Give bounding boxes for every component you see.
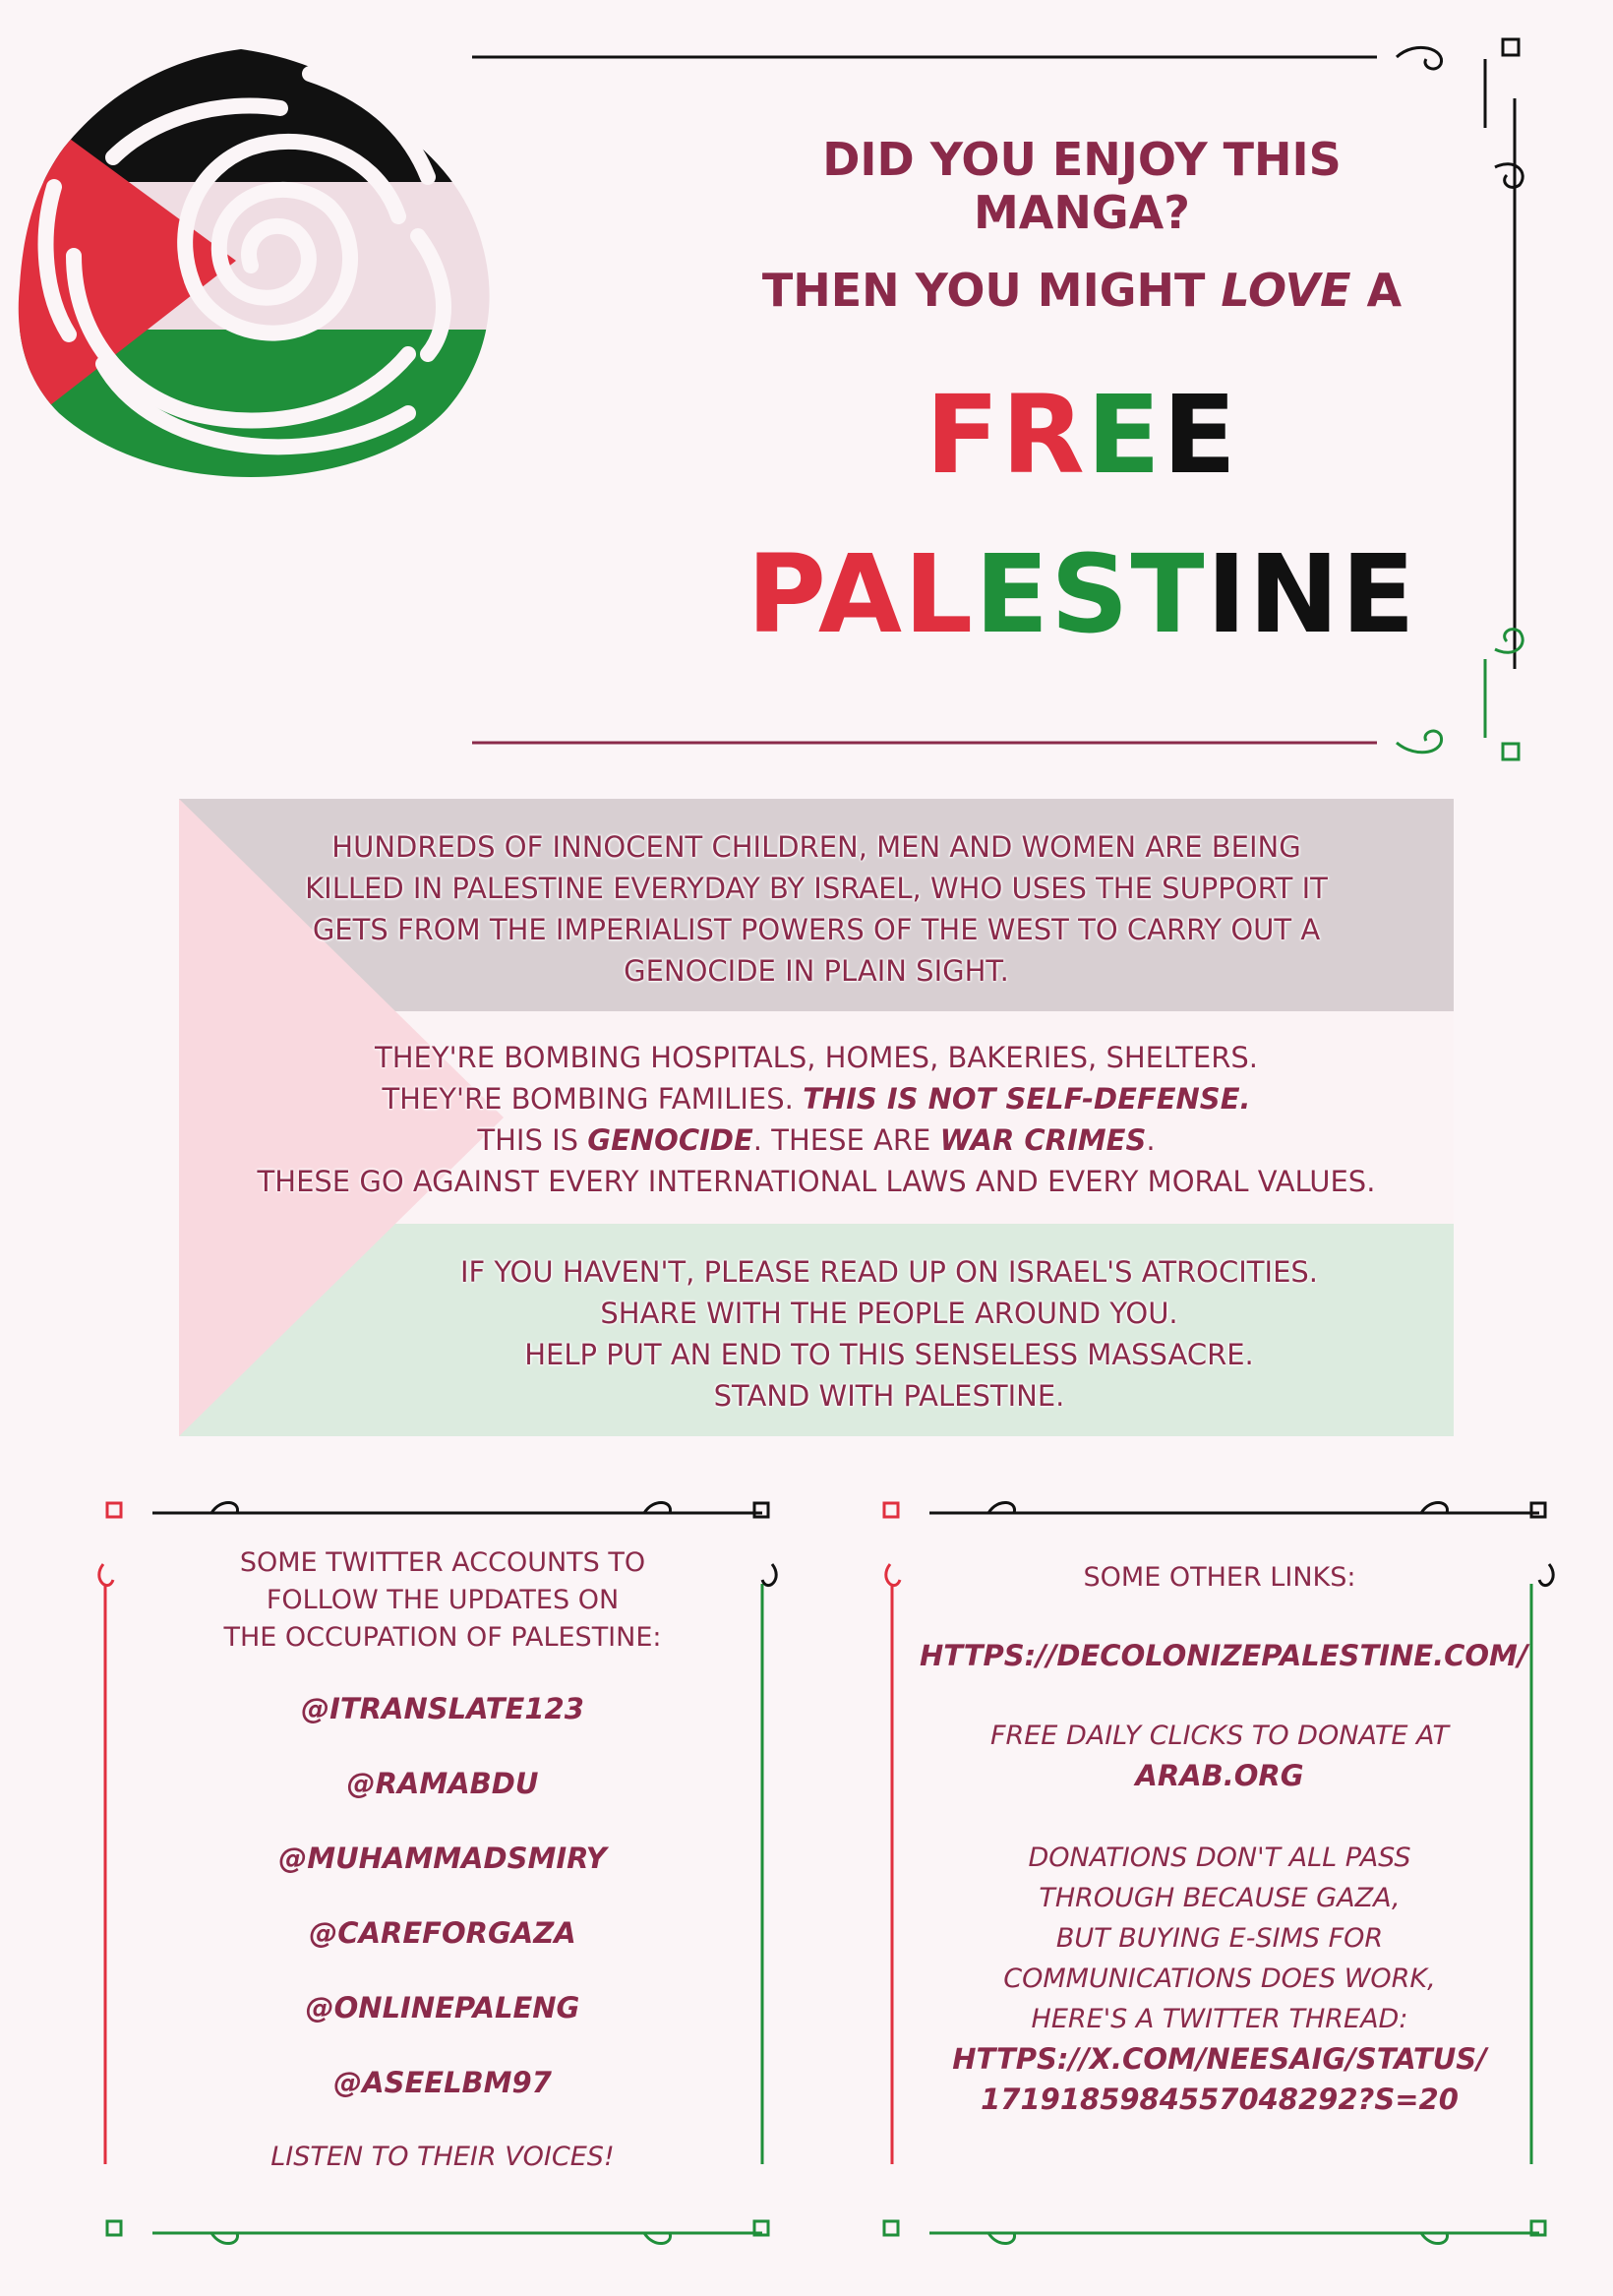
right-box-content bbox=[920, 1559, 1528, 2120]
header-love-pre: THEN YOU MIGHT bbox=[761, 264, 1222, 317]
header-love-line bbox=[708, 264, 1456, 317]
banner-paragraph-2 bbox=[179, 1037, 1454, 1202]
banner-p2-text: THEY'RE BOMBING FAMILIES. bbox=[382, 1082, 804, 1116]
banner-paragraph-3 bbox=[325, 1251, 1454, 1417]
palestine-part-1: PAL bbox=[747, 531, 976, 657]
banner-p1-line: HUNDREDS OF INNOCENT CHILDREN, MEN AND WOMEN ARE BEING bbox=[331, 830, 1301, 864]
decolonize-link[interactable]: HTTPS://DECOLONIZEPALESTINE.COM/ bbox=[920, 1639, 1528, 1672]
twitter-account-link[interactable]: @ASEELBM97 bbox=[333, 2066, 552, 2099]
left-box-content bbox=[148, 1544, 738, 2177]
donations-text bbox=[920, 1838, 1520, 2039]
twitter-account-link[interactable]: @CAREFORGAZA bbox=[309, 1916, 576, 1950]
arab-org-link[interactable]: ARAB.ORG bbox=[1135, 1759, 1304, 1792]
twitter-account-link[interactable]: @RAMABDU bbox=[346, 1767, 539, 1800]
banner-p3-line: HELP PUT AN END TO THIS SENSELESS MASSACRE. bbox=[524, 1338, 1254, 1371]
header-question: DID YOU ENJOY THIS MANGA? bbox=[822, 133, 1342, 239]
banner-p2-text: THIS IS bbox=[477, 1123, 588, 1157]
twitter-account-link[interactable]: @MUHAMMADSMIRY bbox=[278, 1842, 607, 1875]
banner-p2-line: THEY'RE BOMBING HOSPITALS, HOMES, BAKERIES, SHELTERS. bbox=[375, 1041, 1258, 1074]
free-part-2: E bbox=[1086, 372, 1163, 498]
palestine-title bbox=[708, 531, 1456, 657]
free-title bbox=[708, 372, 1456, 498]
clicks-line: FREE DAILY CLICKS TO DONATE AT bbox=[989, 1721, 1450, 1751]
left-intro-line: FOLLOW THE UPDATES ON bbox=[266, 1585, 620, 1615]
banner-p2-line bbox=[179, 1078, 1454, 1119]
banner-p1-line: GENOCIDE IN PLAIN SIGHT. bbox=[624, 954, 1009, 988]
left-intro-line: THE OCCUPATION OF PALESTINE: bbox=[223, 1622, 662, 1653]
banner-paragraph-1 bbox=[179, 826, 1454, 992]
right-box-title: SOME OTHER LINKS: bbox=[1083, 1562, 1356, 1593]
header-love-word: LOVE bbox=[1221, 264, 1351, 317]
free-part-3: E bbox=[1162, 372, 1239, 498]
left-outro: LISTEN TO THEIR VOICES! bbox=[270, 2142, 615, 2172]
donations-line: BUT BUYING E-SIMS FOR bbox=[1055, 1923, 1384, 1954]
banner-p2-line bbox=[179, 1119, 1454, 1161]
header-love-post: A bbox=[1350, 264, 1403, 317]
palestine-part-2: EST bbox=[975, 531, 1207, 657]
banner-p2-emphasis: THIS IS NOT SELF-DEFENSE. bbox=[803, 1082, 1251, 1116]
twitter-account-link[interactable]: @ONLINEPALENG bbox=[305, 1991, 580, 2024]
banner-p1-line: KILLED IN PALESTINE EVERYDAY BY ISRAEL, WHO USES THE SUPPORT IT bbox=[305, 872, 1328, 905]
palestine-rose-illustration bbox=[15, 39, 497, 482]
banner-p3-line: IF YOU HAVEN'T, PLEASE READ UP ON ISRAEL'S ATROCITIES. bbox=[459, 1255, 1319, 1289]
banner-p2-text: . THESE ARE bbox=[752, 1123, 940, 1157]
palestine-part-3: INE bbox=[1206, 531, 1417, 657]
donations-line: DONATIONS DON'T ALL PASS bbox=[1028, 1843, 1411, 1873]
banner-p2-text: . bbox=[1146, 1123, 1156, 1157]
banner-p2-line: THESE GO AGAINST EVERY INTERNATIONAL LAWS AND EVERY MORAL VALUES. bbox=[257, 1165, 1376, 1198]
banner-p1-line: GETS FROM THE IMPERIALIST POWERS OF THE WEST TO CARRY OUT A bbox=[312, 913, 1321, 946]
twitter-account-link[interactable]: @ITRANSLATE123 bbox=[301, 1692, 584, 1725]
banner-p2-emphasis: WAR CRIMES bbox=[939, 1123, 1147, 1157]
donations-line: COMMUNICATIONS DOES WORK, bbox=[1003, 1964, 1436, 1994]
banner-p3-line: SHARE WITH THE PEOPLE AROUND YOU. bbox=[600, 1297, 1178, 1330]
donations-line: THROUGH BECAUSE GAZA, bbox=[1039, 1883, 1401, 1913]
twitter-thread-link[interactable]: 1719185984557048292?S=20 bbox=[981, 2083, 1459, 2116]
donations-line: HERE'S A TWITTER THREAD: bbox=[1031, 2004, 1408, 2034]
left-intro-line: SOME TWITTER ACCOUNTS TO bbox=[239, 1547, 646, 1578]
free-part-1: FR bbox=[925, 372, 1087, 498]
banner-p3-line: STAND WITH PALESTINE. bbox=[713, 1379, 1065, 1413]
banner-p2-emphasis: GENOCIDE bbox=[587, 1123, 753, 1157]
twitter-thread-link[interactable]: HTTPS://X.COM/NEESAIG/STATUS/ bbox=[952, 2042, 1487, 2076]
